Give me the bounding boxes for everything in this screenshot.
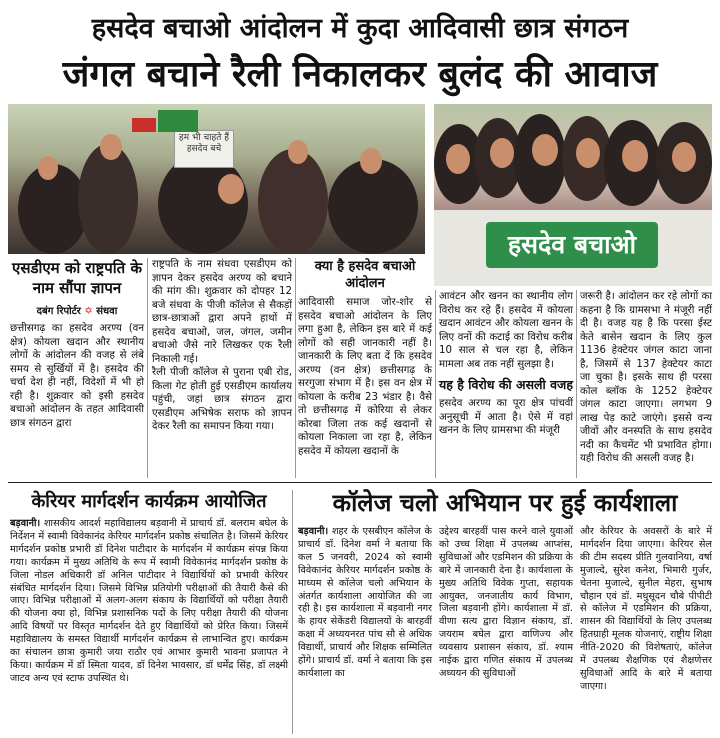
byline-star-icon: ✡ [84,306,93,317]
headline-line-2: जंगल बचाने रैली निकालकर बुलंद की आवाज [62,54,658,95]
column-divider [576,290,577,478]
byline-reporter: दबंग रिपोर्टर [36,306,81,317]
story1-subhead: एसडीएम को राष्ट्रपति के नाम सौंपा ज्ञापन [12,259,142,297]
story1-col2-para1: राष्ट्रपति के नाम संधवा एसडीएम को ज्ञापन देकर हसदेव अरण्य को बचाने की मांग की। शुक्रवार को दोपहर 12 बजे संधवा के पीजी कॉलेज से सैकड़ों छात्र-छात्राओं द्वारा अपने हाथों में हसदेव बचाओ, जल, जंगल, जमीन बचाओ जैसे नारे लिखकर एक रैली निकाली गई। [152,259,292,365]
column-divider [292,490,293,734]
story1-col1: छत्तीसगढ़ का हसदेव अरण्य (वन क्षेत्र) कोयला खदान और स्थानीय लोगों के आंदोलन की वजह से लंबे समय से सुर्खियों में है। हसदेव की चर्चा देश ही नहीं, विदेशों में भी हो रही है। शुक्रवार को इसी हसदेव बचाओ आंदोलन के तहत आदिवासी छात्र संगठन द्वारा [10,323,144,429]
section-divider [8,482,712,483]
story3-headline: कॉलेज चलो अभियान पर हुई कार्यशाला [332,489,678,517]
story1-col3: आदिवासी समाज जोर-शोर से हसदेव बचाओ आंदोलन के लिए लगा हुआ है, लेकिन इस बारे में कई लोगों को सही जानकारी नहीं है। जानकारी के लिए बता दें कि हसदेव अरण्य (वन क्षेत्र) छत्तीसगढ़ के सरगुजा संभाग में है। इस वन क्षेत्र में कोयला के करीब 23 भंडार है। वैसे तो छत्तीसगढ़ में कोरिया से लेकर कोरबा जिला तक कई खदानों से कोयला निकाला जा रहा है, लेकिन हसदेव में कोयला खदानों के [298,297,432,457]
green-flag [158,110,198,132]
story2-headline: केरियर मार्गदर्शन कार्यक्रम आयोजित [31,491,267,512]
story2-dateline: बड़वानी। [10,518,41,529]
story2-text: शासकीय आदर्श महाविद्यालय बड़वानी में प्राचार्य डॉ. बलराम बघेल के निर्देशन में स्वामी विवेकानंद केरियर मार्गदर्शन प्रकोष्ठ संचालित है। जिसमें केरियर मार्गदर्शन प्रकोष्ठ प्रभारी डॉ दिनेश पाटीदार के मार्गदर्शन में कार्यक्रम संपन्न किया गया। कार्यक्रम में मुख्य अतिथि के रूप में स्वामी विवेकानंद मार्गदर्शन प्रकोष्ठ के जिला नोडल अधिकारी डॉ अनिल पाटीदार ने विद्यार्थियों को प्रभावी केरियर संबंधित मार्गदर्शन दिया। जिसमे विभिन्न प्रतियोगी परीक्षाओं की तैयारी कैसे की जाए। विभिन्न परीक्षाओं में अलग-अलग संकाय के विद्यार्थियों को परीक्षा तैयारी की योजना क्या हो, विभिन्न प्रशासनिक पदों के लिए परीक्षा तैयारी की योजना आदि विषयों पर विस्तृत मार्गदर्शन देते हुए विद्यार्थियों को प्रेरित किया। जिसमें महाविद्यालय के समस्त विद्यार्थी मार्गदर्शन कार्यक्रम से लाभान्वित हुए। कार्यक्रम का संचालन छात्रा कुमारी जया राठौर एवं आभार कुमारी भावना प्रजापत ने किया। कार्यक्रम में डॉ स्मिता यादव, डॉ दिनेश भावसार, डॉ धर्मेंद्र सिंह, डॉ लक्ष्मी जाटव अन्य एवं स्टाफ उपस्थित थे। [10,518,288,684]
story1-byline [10,303,144,317]
byline-place: संधवा [96,306,118,317]
story1-col4-para1: आवंटन और खनन का स्थानीय लोग विरोध कर रहे हैं। हसदेव में कोयला खदान आवंटन और कोयला खनन के लिए वनों की कटाई का विरोध करीब 10 साल से चल रहा है, लेकिन मामला अब तक नहीं सुलझा है। [439,291,573,370]
students-banner-photo [434,104,712,286]
story1-col4 [439,290,573,438]
story1-subhead-3: यह है विरोध की असली वजह [439,377,573,392]
protest-placard: हम भी चाहते हैं हसदेव बचे [174,130,234,168]
column-divider [147,258,148,478]
story3-col1-text: शहर के एसबीएन कॉलेज के प्राचार्य डॉ. दिनेश वर्मा ने बताया कि कल 5 जनवरी, 2024 को स्वामी विवेकानंद केरियर मार्गदर्शन प्रकोष्ठ के माध्यम से कॉलेज चलो अभियान के अंतर्गत कार्यशाला आयोजित की जा रही है। इस कार्यशाला में बड़वानी नगर के हायर सेकेंडरी विद्यालयों के बारहवीं कक्षा में अध्ययनरत पांच सौ से अधिक विद्यार्थी, प्राचार्य और शिक्षक सम्मिलित होंगे। प्राचार्य डॉ. वर्मा ने बताया कि इस कार्यशाला का [298,526,432,679]
story1-col2 [152,258,292,434]
story1-col4-para2: हसदेव अरण्य का पूरा क्षेत्र पांचवीं अनुसूची में आता है। ऐसे में वहां खनन के लिए ग्रामसभा की मंजूरी [439,398,573,436]
hasdev-bachao-banner: हसदेव बचाओ [486,222,658,268]
red-flag [132,118,156,132]
story2-body [10,518,288,686]
story3-col2: उद्देश्य बारहवीं पास करने वाले युवाओं को उच्च शिक्षा में उपलब्ध आप्शंस, सुविधाओं और एडमिशन की प्रक्रिया के बारे में जानकारी देना है। कार्यशाला के मुख्य अतिथि विवेक गुप्ता, सहायक आयुक्त, जनजातीय कार्य विभाग, जिला बड़वानी होंगे। कार्यशाला में डॉ. वीणा सत्य द्वारा विज्ञान संकाय, डॉ. जयराम बघेल द्वारा वाणिज्य और व्यवसाय प्रशासन संकाय, डॉ. श्याम नाईक द्वारा गणित संकाय में उपलब्ध अध्ययन की सुविधाओं [439,526,573,679]
column-divider [295,258,296,478]
story3-col1 [298,526,432,681]
story1-col2-para2: रैली पीजी कॉलेज से पुराना एबी रोड, किला गेट होती हुई एसडीएम कार्यालय पहुंची, जहां छात्र संगठन द्वारा एसडीएम अभिषेक सराफ को ज्ञापन देकर रैली का समापन किया गया। [152,367,292,432]
column-divider [435,290,436,478]
story1-subhead-2: क्या है हसदेव बचाओ आंदोलन [314,259,416,291]
story1-col5: जरूरी है। आंदोलन कर रहे लोगों का कहना है कि ग्रामसभा ने मंजूरी नहीं दी है। वजह यह है कि परसा ईस्ट केते बासेन खदान के लिए कुल 1136 हेक्टेयर जंगल काटा जाना है, जिसमें से 137 हेक्टेयर काटा जा चुका है। इसके साथ ही परसा कोल ब्लॉक के 1252 हेक्टेयर जंगल काटा जाएगा। लगभग 9 लाख पेड़ काटे जाएंगे। इससे वन्य जीवों और वनस्पति के साथ हसदेव नदी का कैचमेंट भी प्रभावित होगा। यही विरोध की असली वजह है। [580,291,712,464]
story3-dateline: बड़वानी। [298,526,329,537]
rally-photo [8,104,425,254]
headline-line-1: हसदेव बचाओ आंदोलन में कुदा आदिवासी छात्र संगठन [91,13,629,44]
story3-col3: और केरियर के अवसरों के बारे में मार्गदर्शन दिया जाएगा। केरियर सेल की टीम सदस्य प्रीति गुलवानिया, वर्षा मुजाल्दे, सुरेश कनेश, भिमारी गुर्जर, चेतना मुजाल्दे, सुनील मेहरा, सुभाष चौहान एवं डॉ. मधुसूदन चौबे पीपीटी से कॉलेज में एडमिशन की प्रक्रिया, शासन की विद्यार्थियों के लिए उपलब्ध हितग्राही मूलक योजनाएं, राष्ट्रीय शिक्षा नीति-2020 की विशेषताएं, कॉलेज में उपलब्ध शैक्षणिक एवं शैक्षणेत्तर सुविधाओं आदि के बारे में बताया जाएगा। [580,526,712,692]
